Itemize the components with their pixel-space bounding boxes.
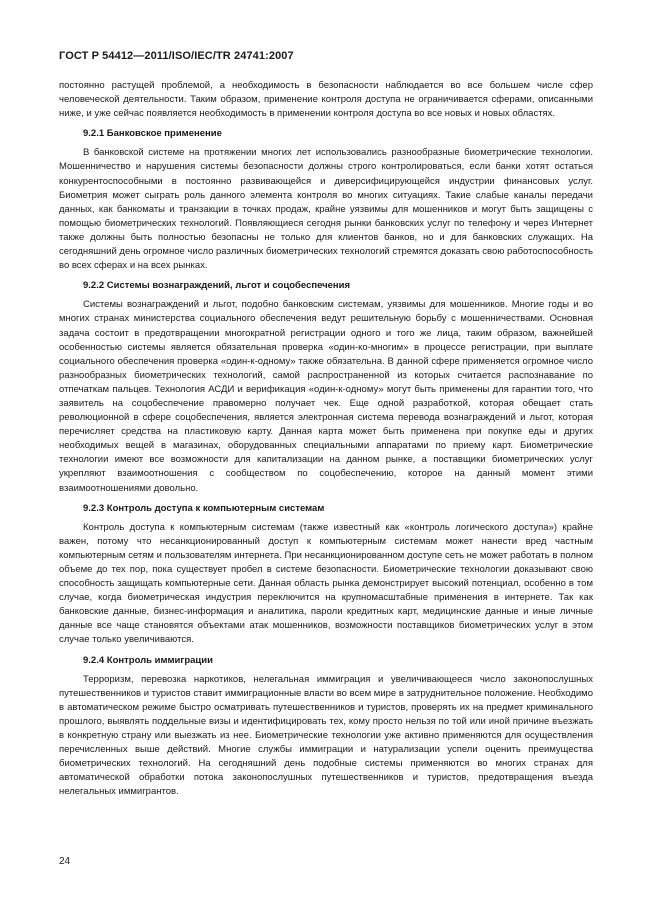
- section-heading-9-2-3: 9.2.3 Контроль доступа к компьютерным системам: [83, 502, 325, 514]
- section-paragraph-9-2-1: В банковской системе на протяжении многих лет использовались разнообразные биометрические технологии. Мошенничество и нарушения системы безопасности должны строго контролироваться, если банки хотят остаться конкурентоспособными в постоянно развивающейся и диверсифицирующейся индустрии финансовых услуг. Биометрия может сыграть роль данного элемента контроля во многих ситуациях. Такие слабые каналы передачи данных, как банкоматы и транзакции в точках продаж, крайне уязвимы для мошенников и могут быть защищены с помощью биометрических технологий. Появляющиеся сегодня рынки банковских услуг по телефону и через Интернет также должны быть полностью безопасны не только для клиентов банков, но и для банковских служащих. На сегодняшний день огромное число различных биометрических технологий стремятся доказать свою работоспособность во всех сферах и на всех рынках.: [59, 147, 593, 272]
- section-paragraph-9-2-3: Контроль доступа к компьютерным системам (также известный как «контроль логического доступа») крайне важен, потому что несанкционированный доступ к компьютерным системам может нанести вред частным компьютерным сетям и пользователям интернета. При несанкционированном доступе сеть не может работать в полном объеме до тех пор, пока существует пробел в системе безопасности. Биометрические технологии доказывают свою способность защищать компьютерные сети. Данная область рынка демонстрирует высокий потенциал, особенно в том случае, когда биометрическая индустрия переключится на крупномасштабные применения в интернете. Так как банковские данные, бизнес-информация и аналитика, пароли кредитных карт, медицинские данные и иные личные данные все чаще становятся объектами атак мошенников, возможности поставщиков биометрических услуг в этом случае только увеличиваются.: [59, 521, 593, 646]
- document-header: ГОСТ Р 54412—2011/ISO/IEC/TR 24741:2007: [59, 50, 294, 62]
- section-heading-9-2-1: 9.2.1 Банковское применение: [83, 128, 222, 140]
- intro-paragraph: постоянно растущей проблемой, а необходимость в безопасности наблюдается во все большем числе сфер человеческой деятельности. Таким образом, применение контроля доступа не ограничивается сферами, описанными ниже, и уже сейчас появляется необходимость в применении контроля доступа во все новых и новых областях.: [59, 80, 593, 120]
- page-number: 24: [59, 856, 71, 867]
- document-body: [59, 79, 593, 800]
- section-heading-9-2-2: 9.2.2 Системы вознаграждений, льгот и соцобеспечения: [83, 280, 351, 292]
- section-paragraph-9-2-2: Системы вознаграждений и льгот, подобно банковским системам, уязвимы для мошенников. Многие годы и во многих странах министерства социального обеспечения ведут решительную борьбу с мошенничествами. Основная задача состоит в предотвращении многократной регистрации одного и того же лица, таким образом, важнейшей особенностью системы является обязательная проверка «один-ко-многим» в процессе регистрации, при выплате социального обеспечения проверка «один-к-одному» также обязательна. В данной сфере применяется огромное число разнообразных биометрических технологий, самой распространенной из которых считается распознавание по отпечаткам пальцев. Технология АСДИ и верификация «один-к-одному» могут быть применены для гарантии того, что заявитель на соцобеспечение правомерно получает чек. Еще одной разработкой, которая обещает стать революционной в сфере соцобеспечения, является электронная система перевода вознаграждений и льгот, которая перечисляет средства на пластиковую карту. Данная карта может быть применена при покупке еды и других необходимых вещей в магазинах, оборудованных специальными аппаратами по приему карт. Биометрические технологии имеют все возможности для капитализации на данном рынке, а поставщики биометрических услуг укрепляют взаимоотношения с сообществом по соцобеспечению, которое на данный момент этими взаимоотношениями довольно.: [59, 299, 593, 494]
- section-heading-9-2-4: 9.2.4 Контроль иммиграции: [83, 654, 213, 666]
- section-paragraph-9-2-4: Терроризм, перевозка наркотиков, нелегальная иммиграция и увеличивающееся число законопослушных путешественников и туристов ставит иммиграционные власти во всем мире в затруднительное положение. Необходимо в автоматическом режиме быстро осматривать путешественников и туристов, проверять их на предмет криминального прошлого, выявлять поддельные визы и идентифицировать тех, кому просто нельзя по той или иной причине въезжать в конкретную страну или выезжать из нее. Биометрические технологии уже активно применяются для осуществления перечисленных выше действий. Многие службы иммиграции и натурализации успели оценить преимущества биометрических технологий. На сегодняшний день подобные системы применяются во многих странах для автоматической обработки потока законопослушных путешественников и туристов, предотвращения въезда нелегальных иммигрантов.: [59, 673, 593, 798]
